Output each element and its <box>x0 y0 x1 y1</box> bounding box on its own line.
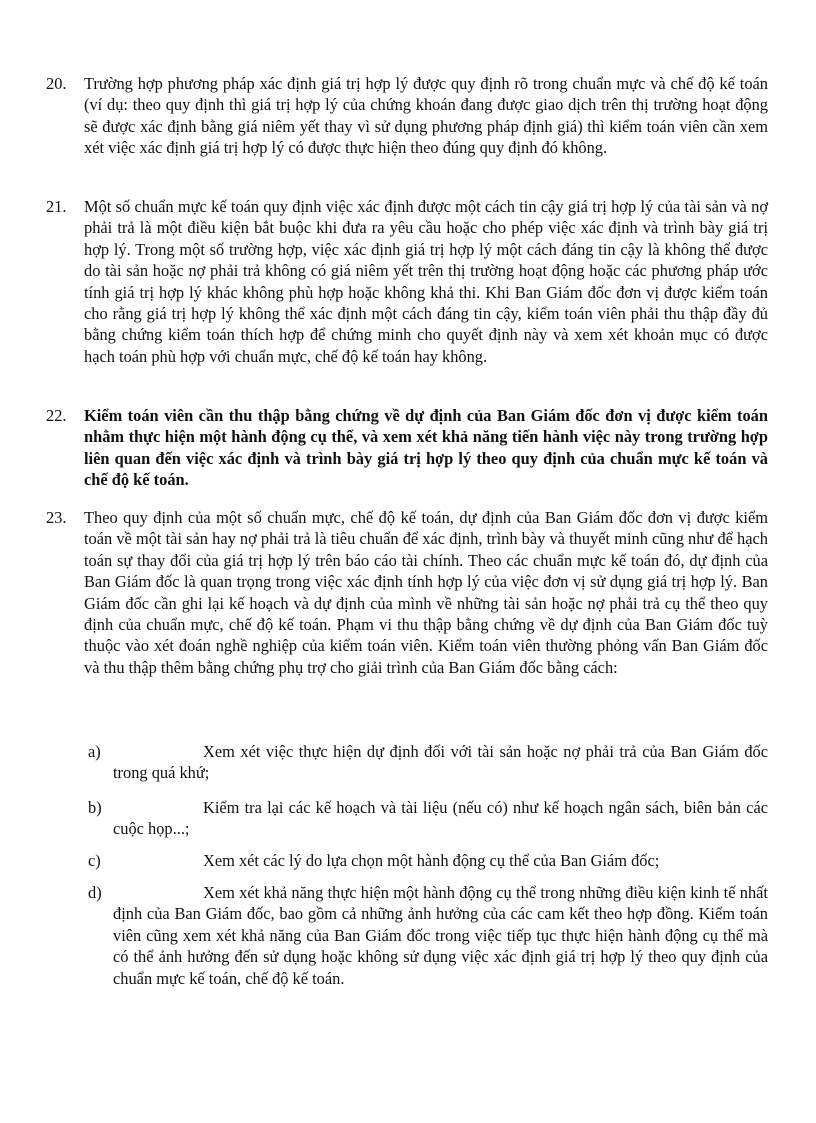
sub-item-label: a) <box>88 742 101 761</box>
paragraph-number: 22. <box>46 406 67 425</box>
paragraph-20 <box>46 73 768 159</box>
paragraph-number: 20. <box>46 74 67 93</box>
sub-item-label: d) <box>88 883 102 902</box>
paragraph-text: Kiểm toán viên cần thu thập bằng chứng về dự định của Ban Giám đốc đơn vị được kiểm toán nhằm thực hiện một hành động cụ thể, và xem xét khả năng tiến hành việc này trong trường hợp liên quan đến việc xác định và trình bày giá trị hợp lý theo quy định của chuẩn mực kế toán và chế độ kế toán. <box>84 406 768 490</box>
sub-item-b <box>88 797 768 840</box>
sub-item-text: Xem xét việc thực hiện dự định đối với tài sản hoặc nợ phải trả của Ban Giám đốc trong quá khứ; <box>113 742 768 783</box>
sub-item-text: Kiểm tra lại các kế hoạch và tài liệu (nếu có) như kế hoạch ngân sách, biên bản các cuộc họp...; <box>113 798 768 839</box>
sub-item-a <box>88 741 768 784</box>
paragraph-21 <box>46 196 768 367</box>
paragraph-number: 21. <box>46 197 67 216</box>
sub-item-d <box>88 882 768 989</box>
paragraph-text: Một số chuẩn mực kế toán quy định việc xác định được một cách tin cậy giá trị hợp lý của tài sản và nợ phải trả là một điều kiện bắt buộc khi đưa ra yêu cầu hoặc cho phép việc xác định và trình bày giá trị hợp lý. Trong một số trường hợp, việc xác định giá trị hợp lý một cách đáng tin cậy là không thể được do tài sản hoặc nợ phải trả không có giá niêm yết trên thị trường hoạt động hoặc các phương pháp ước tính giá trị hợp lý khác không phù hợp hoặc không khả thi. Khi Ban Giám đốc đơn vị được kiểm toán cho rằng giá trị hợp lý không thể xác định một cách đáng tin cậy, kiểm toán viên phải thu thập đầy đủ bằng chứng kiểm toán thích hợp để chứng minh cho quyết định này và xem xét khoản mục có được hạch toán phù hợp với chuẩn mực, chế độ kế toán hay không. <box>84 197 768 366</box>
paragraph-text: Trường hợp phương pháp xác định giá trị hợp lý được quy định rõ trong chuẩn mực và chế độ kế toán (ví dụ: theo quy định thì giá trị hợp lý của chứng khoán đang được giao dịch trên thị trường hoạt động sẽ được xác định bằng giá niêm yết thay vì sử dụng phương pháp định giá) thì kiểm toán viên cần xem xét việc xác định giá trị hợp lý có được thực hiện theo đúng quy định đó không. <box>84 74 768 158</box>
sub-item-label: b) <box>88 798 102 817</box>
sub-item-label: c) <box>88 851 101 870</box>
paragraph-22 <box>46 405 768 491</box>
paragraph-number: 23. <box>46 508 67 527</box>
sub-item-text: Xem xét các lý do lựa chọn một hành động cụ thể của Ban Giám đốc; <box>203 851 660 870</box>
paragraph-23 <box>46 507 768 678</box>
sub-item-text: Xem xét khả năng thực hiện một hành động cụ thể trong những điều kiện kinh tế nhất định của Ban Giám đốc, bao gồm cả những ảnh hưởng của các cam kết theo hợp đồng. Kiểm toán viên cũng xem xét khả năng của Ban Giám đốc trong việc tiếp tục thực hiện hành động cụ thể mà có thể ảnh hưởng đến sử dụng hoặc không sử dụng việc xác định giá trị hợp lý theo quy định của chuẩn mực kế toán, chế độ kế toán. <box>113 883 768 988</box>
paragraph-text: Theo quy định của một số chuẩn mực, chế độ kế toán, dự định của Ban Giám đốc đơn vị được kiểm toán về một tài sản hay nợ phải trả là tiêu chuẩn để xác định, trình bày và thuyết minh cũng như để hạch toán sự thay đổi của giá trị hợp lý trên báo cáo tài chính. Theo các chuẩn mực kế toán đó, dự định của Ban Giám đốc là quan trọng trong việc xác định tính hợp lý của việc đơn vị sử dụng giá trị hợp lý. Ban Giám đốc cần ghi lại kế hoạch và dự định của mình về những tài sản hoặc nợ phải trả cụ thể theo quy định của chuẩn mực, chế độ kế toán. Phạm vi thu thập bằng chứng về dự định của Ban Giám đốc tuỳ thuộc vào xét đoán nghề nghiệp của kiểm toán viên. Kiểm toán viên thường phỏng vấn Ban Giám đốc và thu thập thêm bằng chứng phụ trợ cho giải trình của Ban Giám đốc bằng cách: <box>84 508 768 677</box>
sub-item-c <box>88 850 768 871</box>
